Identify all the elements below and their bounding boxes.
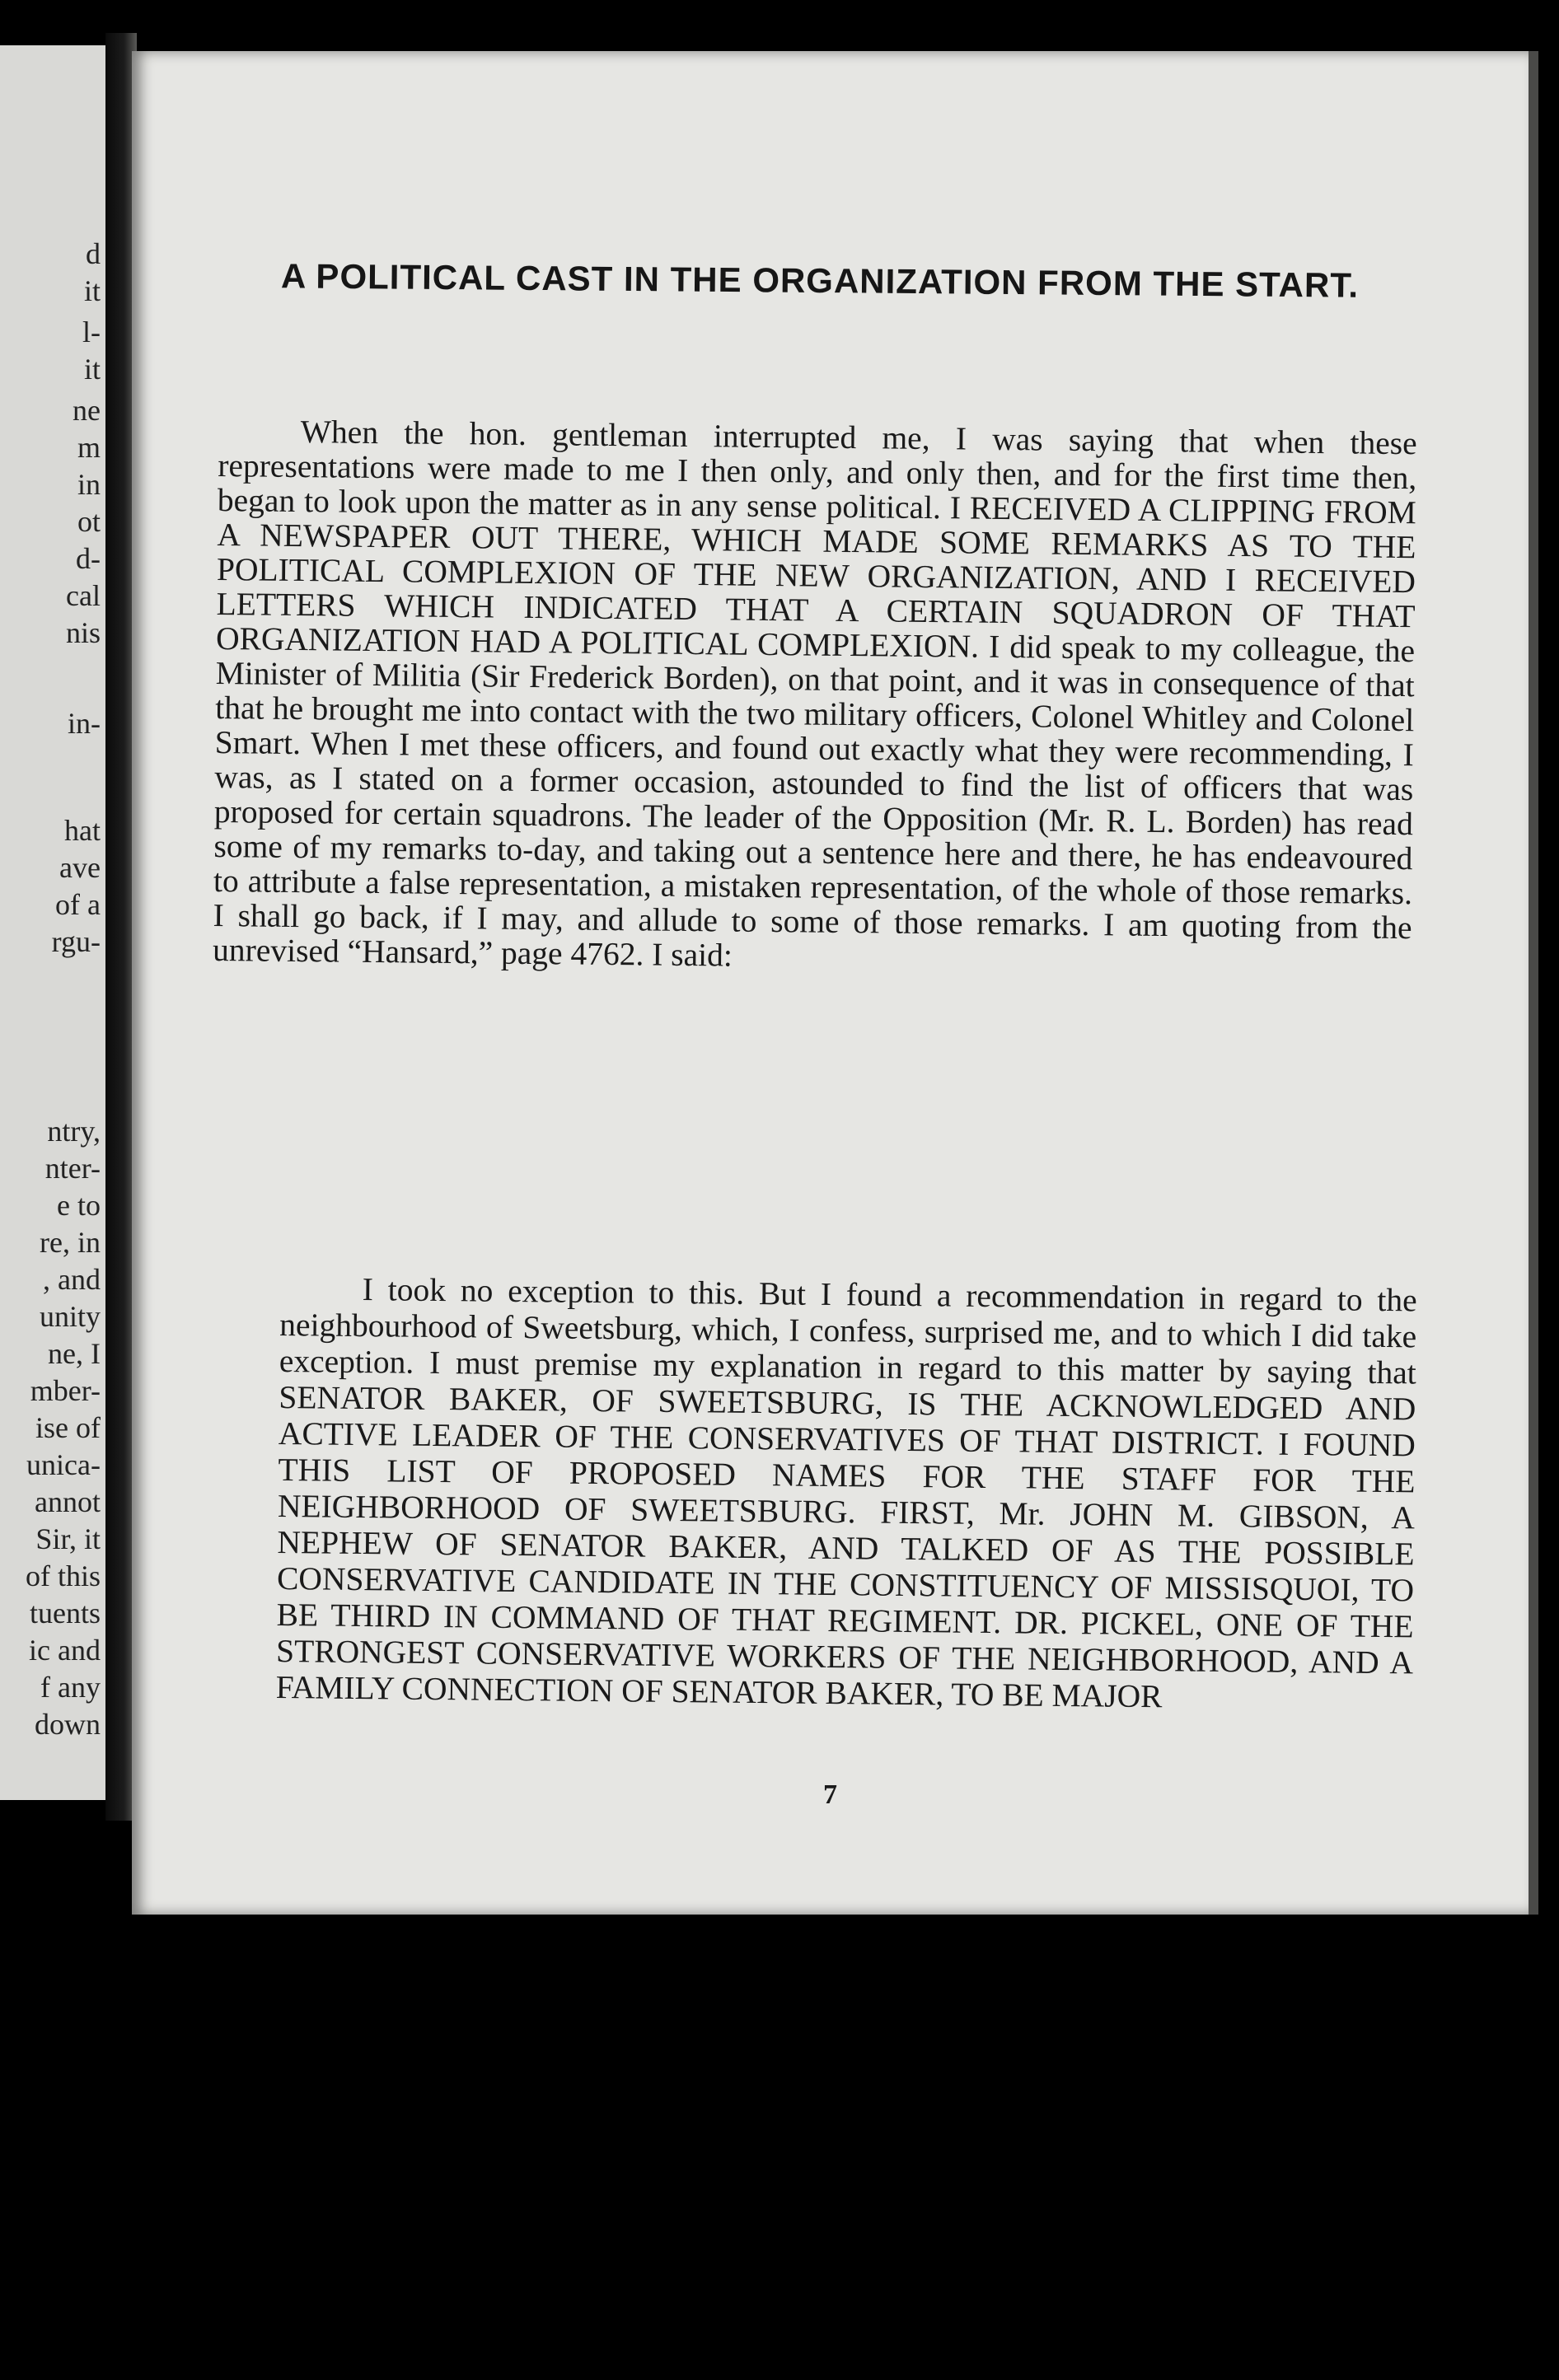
body-paragraph: When the hon. gentleman interrupted me, I was saying that when these representations were made to me I then only, and only then, and for the first time then, began to look upon the matter as in any sense political. I RECEIVED A CLIPPING FROM A NEWSPAPER OUT THERE, WHICH MADE SOME REMARKS AS TO THE POLITICAL COMPLEXION OF THE NEW ORGANIZATION, AND I RECEIVED LETTERS WHICH INDICATED THAT A CERTAIN SQUADRON OF THAT ORGANIZATION HAD A POLITICAL COMPLEXION. I did speak to my colleague, the Minister of Militia (Sir Frederick Borden), on that point, and it was in consequence of that that he brought me into contact with the two military officers, Colonel Whitley and Colonel Smart. When I met these officers, and found out exactly what they were recommending, I was, as I stated on a former occasion, astounded to find the list of officers that was proposed for certain squadrons. The leader of the Opposition (Mr. R. L. Borden) has read some of my remarks to-day, and taking out a sentence here and there, he has endeavoured to attribute a false representation, a mistaken representation, of the whole of those remarks. I shall go back, if I may, and allude to some of those remarks. I am quoting from the unrevised “Hansard,” page 4762. I said: (212, 414, 1417, 974)
facing-page-line-fragment: d- (76, 542, 101, 575)
page-edge-shadow (1529, 51, 1538, 1915)
facing-page-line-fragment: ave (59, 851, 101, 884)
page-number: 7 (823, 1779, 837, 1810)
facing-page-line-fragment: unity (39, 1300, 101, 1333)
facing-page-line-fragment: of a (55, 888, 101, 921)
quoted-paragraph: I took no exception to this. But I found a recommendation in regard to the neighbourhood of Sweetsburg, which, I confess, surprised me, and to which I did take exception. I must premise my explanation in regard to this matter by saying that SENATOR BAKER, OF SWEETSBURG, IS THE ACKNOWLEDGED AND ACTIVE LEADER OF THE CONSERVATIVES OF THAT DISTRICT. I FOUND THIS LIST OF PROPOSED NAMES FOR THE STAFF FOR THE NEIGHBORHOOD OF SWEETSBURG. FIRST, Mr. JOHN M. GIBSON, A NEPHEW OF SENATOR BAKER, AND TALKED OF AS THE POSSIBLE CONSERVATIVE CANDIDATE IN THE CONSTITUENCY OF MISSISQUOI, TO BE THIRD IN COMMAND OF THAT REGIMENT. DR. PICKEL, ONE OF THE STRONGEST CONSERVATIVE WORKERS OF THE NEIGHBORHOOD, AND A FAMILY CONNECTION OF SENATOR BAKER, TO BE MAJOR (275, 1271, 1417, 1715)
facing-page-line-fragment: rgu- (51, 925, 101, 958)
facing-page-line-fragment: nis (65, 616, 101, 649)
facing-page-line-fragment: ntry, (47, 1115, 101, 1148)
facing-page-line-fragment: ne, I (48, 1337, 101, 1370)
facing-page-line-fragment: it (83, 353, 101, 386)
facing-page-line-fragment: cal (66, 579, 101, 612)
facing-page-line-fragment: annot (35, 1485, 101, 1518)
facing-page-line-fragment: unica- (26, 1448, 101, 1481)
facing-page-line-fragment: ise of (35, 1411, 101, 1444)
facing-page-line-fragment: mber- (30, 1374, 101, 1407)
facing-page-line-fragment: ic and (29, 1634, 101, 1667)
facing-page-line-fragment: in (77, 468, 101, 501)
facing-page-line-fragment: , and (43, 1263, 101, 1296)
section-heading: A POLITICAL CAST IN THE ORGANIZATION FROM THE START. (280, 256, 1360, 305)
facing-page-line-fragment: Sir, it (35, 1522, 101, 1555)
facing-page-line-fragment: down (35, 1708, 101, 1741)
facing-page-line-fragment: ne (73, 394, 101, 427)
facing-page-line-fragment: d (86, 237, 101, 270)
facing-page-line-fragment: l- (82, 316, 101, 348)
facing-page-line-fragment: tuents (30, 1597, 101, 1630)
facing-page-fragment (0, 45, 105, 1800)
book-page (132, 51, 1529, 1915)
facing-page-line-fragment: m (77, 431, 101, 464)
facing-page-line-fragment: of this (25, 1559, 101, 1592)
facing-page-line-fragment: nter- (44, 1152, 101, 1185)
facing-page-line-fragment: f any (40, 1671, 101, 1704)
facing-page-line-fragment: hat (64, 814, 101, 847)
facing-page-line-fragment: e to (57, 1189, 101, 1222)
facing-page-line-fragment: it (83, 274, 101, 307)
facing-page-line-fragment: re, in (40, 1226, 101, 1259)
facing-page-line-fragment: in- (68, 707, 101, 740)
facing-page-line-fragment: ot (77, 505, 101, 538)
